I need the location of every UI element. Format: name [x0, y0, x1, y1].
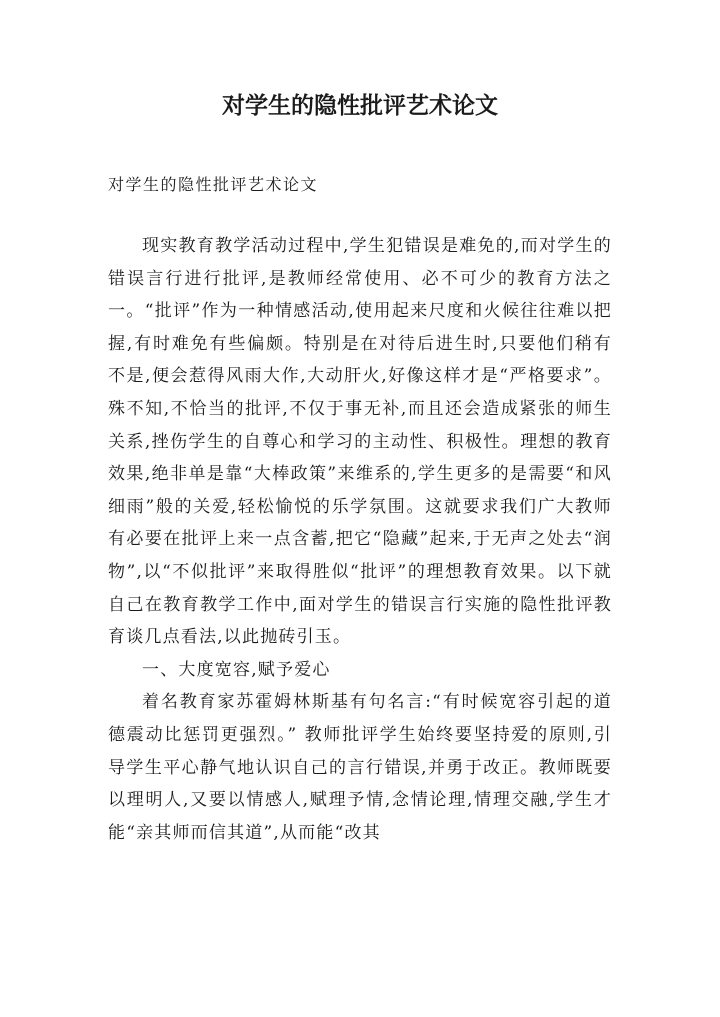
section-heading: 一、大度宽容,赋予爱心 — [142, 659, 331, 680]
document-body — [108, 230, 612, 849]
body-paragraph: 着名教育家苏霍姆林斯基有句名言:“有时候宽容引起的道德震动比惩罚更强烈。” 教师批评学生始终要坚持爱的原则,引导学生平心静气地认识自己的言行错误,并勇于改正。教师既要以理明人,又要以情感人,赋理予情,念情论理,情理交融,学生才能“亲其师而信其道”,从而能“改其 — [108, 692, 612, 843]
body-paragraph: 现实教育教学活动过程中,学生犯错误是难免的,而对学生的错误言行进行批评,是教师经常使用、必不可少的教育方法之一。“批评”作为一种情感活动,使用起来尺度和火候往往难以把握,有时难免有些偏颇。特别是在对待后进生时,只要他们稍有不是,便会惹得风雨大作,大动肝火,好像这样才是“严格要求”。殊不知,不恰当的批评,不仅于事无补,而且还会造成紧张的师生关系,挫伤学生的自尊心和学习的主动性、积极性。理想的教育效果,绝非单是靠“大棒政策”来维系的,学生更多的是需要“和风细雨”般的关爱,轻松愉悦的乐学氛围。这就要求我们广大教师有必要在批评上来一点含蓄,把它“隐藏”起来,于无声之处去“润物”,以“不似批评”来取得胜似“批评”的理想教育效果。以下就自己在教育教学工作中,面对学生的错误言行实施的隐性批评教育谈几点看法,以此抛砖引玉。 — [108, 236, 612, 648]
document-title: 对学生的隐性批评艺术论文 — [222, 93, 498, 119]
document-subtitle: 对学生的隐性批评艺术论文 — [108, 175, 319, 194]
